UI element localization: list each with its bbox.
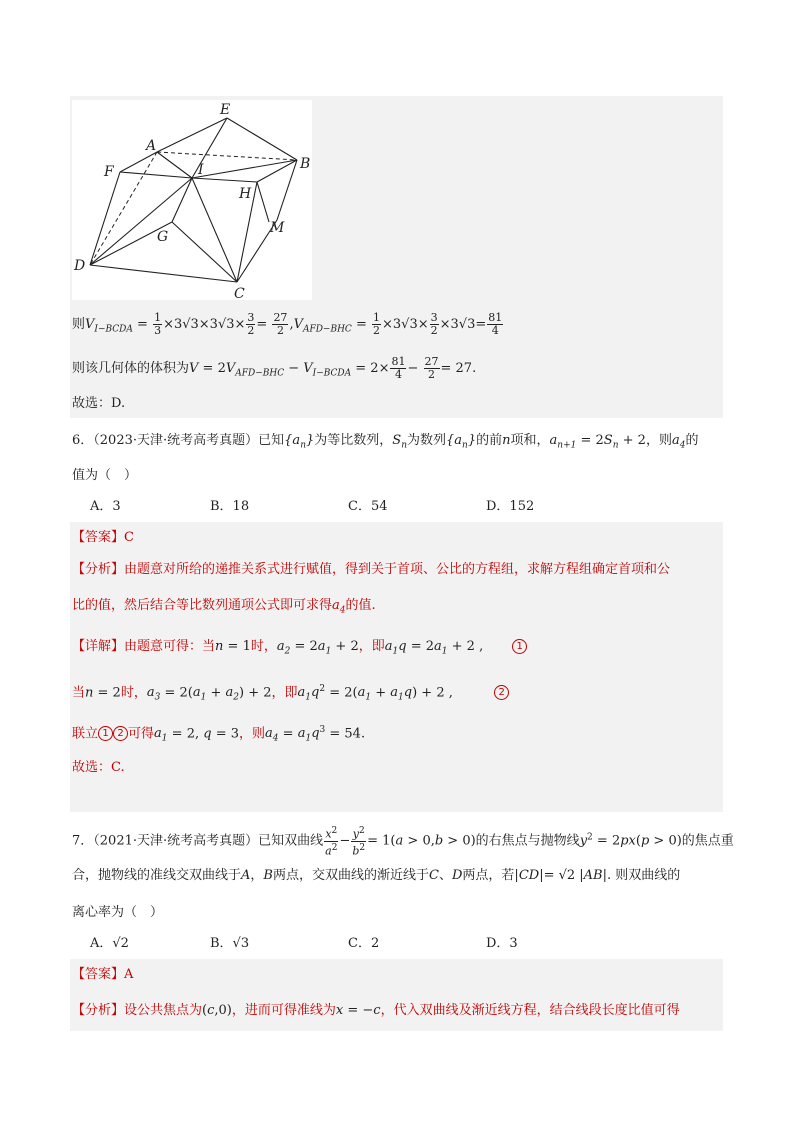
q6-detail-line1: 【详解】由题意可得：当n = 1时，$a_2 = 2a_1 + 2$，即$a_1q = 2a_1 + 2$ , 1	[72, 637, 527, 662]
q6-analysis-line1: 【分析】由题意对所给的递推关系式进行赋值，得到关于首项、公比的方程组，求解方程组确定首项和公	[72, 562, 671, 577]
polyhedron-diagram	[72, 100, 312, 300]
q6-stem-line2: 值为（ ）	[72, 468, 138, 483]
label-I: I	[198, 162, 204, 178]
q6-option-a[interactable]: A．3	[90, 499, 121, 514]
circled-1-icon: 1	[98, 726, 113, 741]
q7-stem-line3: 离心率为（ ）	[72, 905, 164, 920]
q6-stem-line1: 6．（2023·天津·统考高考真题）已知$\{a_n\}$为等比数列，$S_n$为数列$\{a_n\}$的前n项和，$a_{n+1} = 2S_n + 2$，则$a_4$的	[72, 433, 699, 451]
q7-answer: 【答案】A	[72, 967, 134, 982]
q7-stem-line1: 7．（2021·天津·统考高考真题）已知双曲线 $\frac{x^2}{a^2}$ − $\frac{y^2}{b^2}$ = 1(a > 0,b > 0)的右焦点与抛物线$y^2 = 2px(p > 0)$的焦点重	[72, 826, 734, 858]
label-D: D	[74, 258, 86, 274]
geometry-figure	[72, 100, 312, 300]
q7-option-a[interactable]: A．√2	[90, 936, 129, 951]
label-G: G	[157, 229, 169, 245]
q6-detail-line3: 联立 1 2 可得$a_1 = 2$, q = 3，则$a_4 = a_1q^3 = 54$.	[72, 725, 366, 744]
q6-conclusion: 故选：C.	[72, 760, 125, 775]
label-H: H	[239, 186, 252, 202]
q7-analysis-line1: 【分析】设公共焦点为(c,0)，进而可得准线为x = −c，代入双曲线及渐近线方程，结合线段长度比值可得	[72, 1003, 680, 1018]
q6-answer: 【答案】C	[72, 530, 134, 545]
q7-option-b[interactable]: B．√3	[210, 936, 250, 951]
q5-conclusion: 故选：D.	[72, 396, 126, 411]
q6-option-c[interactable]: C．54	[348, 499, 388, 514]
q6-option-b[interactable]: B．18	[210, 499, 250, 514]
circled-2-icon: 2	[113, 726, 128, 741]
label-C: C	[234, 286, 245, 300]
label-B: B	[300, 156, 311, 172]
label-M: M	[270, 220, 285, 236]
q6-option-d[interactable]: D．152	[486, 499, 535, 514]
q5-volume-formula: 则$V_{I-BCDA}$ = $\frac{1}{3}$ ×3√3×3√3× $\frac{3}{2}$ = $\frac{27}{2}$ $,V_{AFD-BHC}$ = $\frac{1}{2}$ ×3√3× $\frac{3}{2}$ ×3√3= $\frac{81}{4}$	[72, 311, 503, 337]
q5-total-volume: 则该几何体的体积为$V = 2V_{AFD-BHC} - V_{I-BCDA} = 2\times$ $\frac{81}{4}$ − $\frac{27}{2}$ = 27.	[72, 355, 477, 381]
q7-option-c[interactable]: C．2	[348, 936, 380, 951]
label-A: A	[146, 138, 157, 154]
circled-1-icon: 1	[512, 639, 527, 654]
q7-option-d[interactable]: D．3	[486, 936, 518, 951]
circled-2-icon: 2	[494, 685, 509, 700]
label-F: F	[104, 164, 114, 180]
q6-analysis-line2: 比的值，然后结合等比数列通项公式即可求得$a_4$的值.	[72, 598, 376, 616]
q7-stem-line2: 合，抛物线的准线交双曲线于A，B两点，交双曲线的渐近线于C、D两点，若|CD|= √2 |AB|. 则双曲线的	[72, 868, 681, 883]
label-E: E	[220, 102, 231, 118]
q6-detail-line2: 当n = 2时，$a_3 = 2(a_1 + a_2) + 2$，即$a_1q^2 = 2(a_1 + a_1q) + 2$ , 2	[72, 679, 509, 708]
